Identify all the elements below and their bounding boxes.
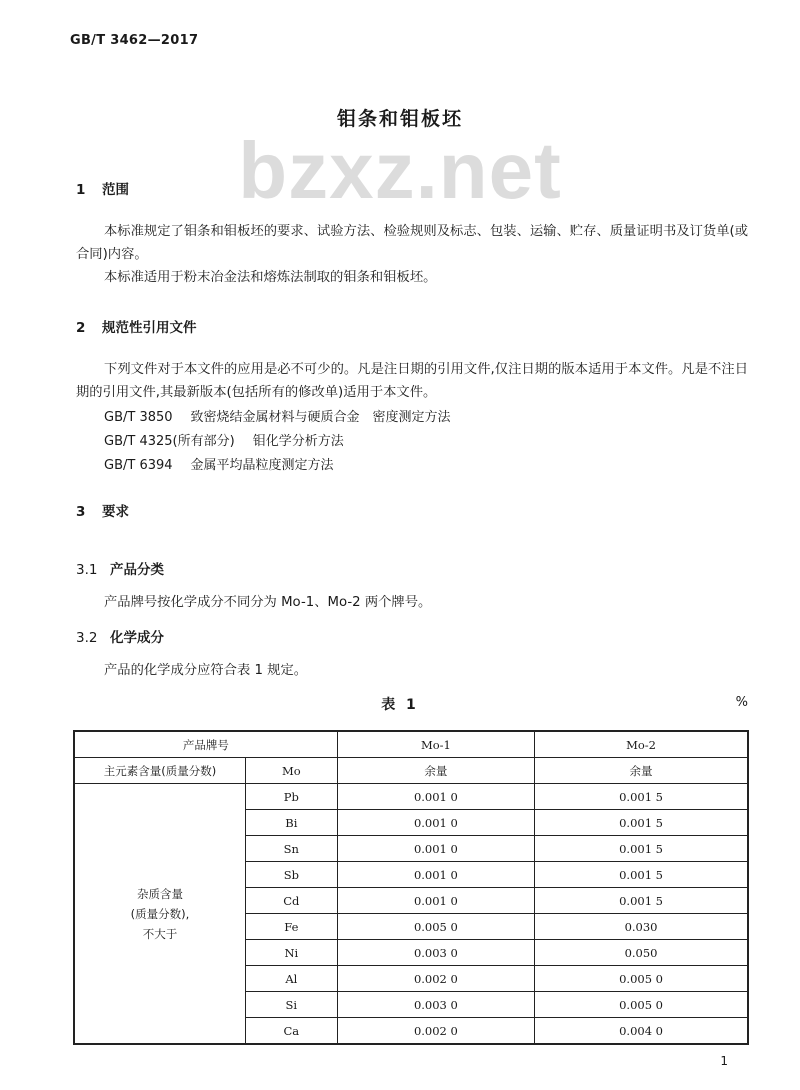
section-3-2-heading	[76, 626, 164, 646]
paragraph: 本标准适用于粉末冶金法和熔炼法制取的钼条和钼板坯。	[104, 270, 437, 285]
impurity-label-line: 杂质含量	[136, 886, 183, 901]
value-cell: 0.001 5	[535, 862, 748, 888]
section-1-body	[76, 220, 748, 289]
standard-code: GB/T 3462—2017	[70, 33, 199, 48]
element-cell: Sn	[245, 836, 337, 862]
element-cell: Cd	[245, 888, 337, 914]
section-3-2-body	[76, 659, 748, 682]
value-cell: 0.005 0	[337, 914, 534, 940]
section-number: 3.2	[76, 630, 98, 646]
element-cell: Sb	[245, 862, 337, 888]
section-number: 3.1	[76, 562, 98, 578]
main-element-label: 主元素含量(质量分数)	[74, 758, 245, 784]
reference-title: 钼化学分析方法	[252, 434, 344, 449]
section-number: 1	[76, 182, 86, 198]
reference-code: GB/T 6394	[104, 458, 173, 473]
value-cell: 0.003 0	[337, 992, 534, 1018]
value-cell: 0.001 0	[337, 888, 534, 914]
value-cell: 0.001 5	[535, 836, 748, 862]
section-title: 要求	[102, 504, 129, 520]
section-title: 化学成分	[110, 630, 164, 646]
watermark: bzxz.net	[238, 126, 562, 215]
value-cell: 0.003 0	[337, 940, 534, 966]
paragraph: 产品的化学成分应符合表 1 规定。	[104, 663, 308, 678]
document-title: 钼条和钼板坯	[336, 108, 463, 130]
reference-code: GB/T 4325(所有部分)	[104, 434, 235, 449]
value-cell: 0.005 0	[535, 966, 748, 992]
value-cell: 0.004 0	[535, 1018, 748, 1045]
section-3-1-body	[76, 591, 748, 614]
value-cell: 0.001 0	[337, 862, 534, 888]
section-title: 范围	[102, 182, 129, 198]
section-3-1-heading	[76, 558, 164, 578]
element-cell: Bi	[245, 810, 337, 836]
normative-reference	[104, 406, 451, 425]
section-number: 3	[76, 504, 86, 520]
element-cell: Mo	[245, 758, 337, 784]
impurity-label-line: 不大于	[142, 926, 178, 941]
value-cell: 0.001 5	[535, 888, 748, 914]
impurity-label	[74, 784, 245, 1045]
element-cell: Ca	[245, 1018, 337, 1045]
value-cell: 0.001 0	[337, 784, 534, 810]
value-cell: 0.005 0	[535, 992, 748, 1018]
value-cell: 0.001 0	[337, 810, 534, 836]
section-number: 2	[76, 320, 86, 336]
section-2-body	[76, 358, 748, 404]
value-cell: 0.001 5	[535, 784, 748, 810]
value-cell: 0.001 5	[535, 810, 748, 836]
impurity-label-line: (质量分数),	[130, 906, 190, 921]
section-title: 规范性引用文件	[102, 320, 197, 336]
paragraph: 下列文件对于本文件的应用是必不可少的。凡是注日期的引用文件,仅注日期的版本适用于本文件。凡是不注日期的引用文件,其最新版本(包括所有的修改单)适用于本文件。	[76, 362, 748, 400]
value-cell: 0.050	[535, 940, 748, 966]
grade-mo1-header: Mo-1	[337, 731, 534, 758]
table-row	[74, 758, 748, 784]
element-cell: Pb	[245, 784, 337, 810]
table-row	[74, 784, 748, 810]
paragraph: 本标准规定了钼条和钼板坯的要求、试验方法、检验规则及标志、包装、运输、贮存、质量证明书及订货单(或合同)内容。	[76, 224, 748, 262]
section-title: 产品分类	[110, 562, 164, 578]
value-cell: 余量	[535, 758, 748, 784]
grade-mo2-header: Mo-2	[535, 731, 748, 758]
page-number: 1	[720, 1054, 728, 1068]
table-unit: %	[735, 695, 748, 710]
value-cell: 余量	[337, 758, 534, 784]
table-header-row	[74, 731, 748, 758]
value-cell: 0.001 0	[337, 836, 534, 862]
reference-code: GB/T 3850	[104, 410, 173, 425]
reference-title: 致密烧结金属材料与硬质合金 密度测定方法	[190, 410, 451, 425]
grade-header: 产品牌号	[74, 731, 337, 758]
value-cell: 0.002 0	[337, 1018, 534, 1045]
normative-reference	[104, 454, 334, 473]
element-cell: Al	[245, 966, 337, 992]
value-cell: 0.002 0	[337, 966, 534, 992]
section-3-heading	[76, 500, 129, 520]
table-title: 表 1	[381, 697, 419, 713]
paragraph: 产品牌号按化学成分不同分为 Mo-1、Mo-2 两个牌号。	[104, 595, 432, 610]
section-2-heading	[76, 316, 197, 336]
element-cell: Ni	[245, 940, 337, 966]
reference-title: 金属平均晶粒度测定方法	[190, 458, 334, 473]
chemical-composition-table	[73, 730, 749, 1045]
section-1-heading	[76, 178, 129, 198]
element-cell: Si	[245, 992, 337, 1018]
normative-reference	[104, 430, 344, 449]
value-cell: 0.030	[535, 914, 748, 940]
element-cell: Fe	[245, 914, 337, 940]
